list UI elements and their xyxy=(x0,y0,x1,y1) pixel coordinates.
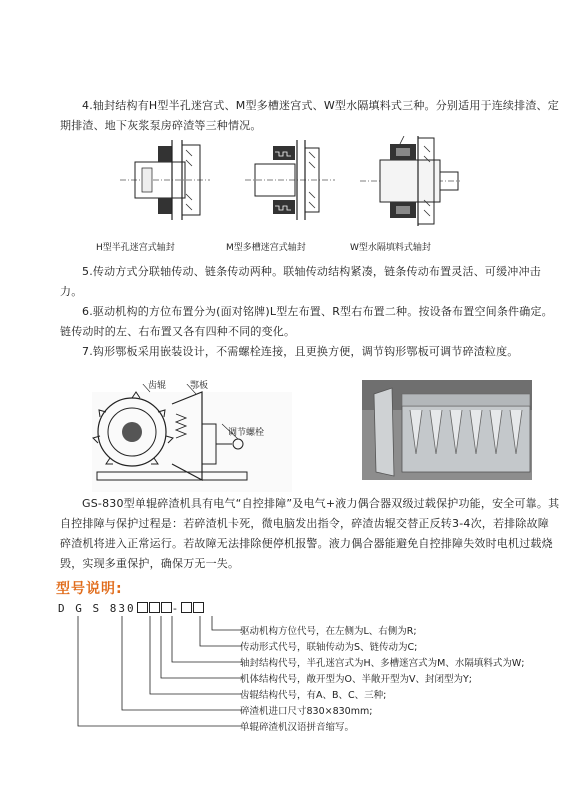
code-size: 830 xyxy=(109,602,136,615)
w-seal-drawing xyxy=(360,136,460,226)
paragraph-drive-layout xyxy=(60,302,560,342)
w-seal-caption: W型水隔填料式轴封 xyxy=(350,243,431,253)
m-seal-caption: M型多槽迷宫式轴封 xyxy=(226,243,306,253)
legend-inlet-size: 碎渣机进口尺寸830×830mm; xyxy=(240,706,373,717)
h-seal-drawing xyxy=(120,140,210,220)
paragraph-shaft-seal xyxy=(60,96,560,136)
paragraph-transmission xyxy=(60,262,560,302)
paragraph-gs830 xyxy=(60,494,560,574)
paragraph-gs830-text: GS-830型单辊碎渣机具有电气“自控排障”及电气+液力偶合器双级过载保护功能，安全可靠。其自控排障与保护过程是：若碎渣机卡死，微电脑发出指令，碎渣齿辊交替正反转3-4次，若排除故障碎渣机将进入正常运行。若故障无法排除便停机报警。液力偶合器能避免自控排障失效时电机过载烧毁，实现多重保护，确保万无一失。 xyxy=(60,497,560,570)
code-box-5 xyxy=(193,602,204,613)
legend-abbreviation: 单辊碎渣机汉语拼音缩写。 xyxy=(240,722,355,733)
paragraph-shaft-seal-text: 4.轴封结构有H型半孔迷宫式、M型多槽迷宫式、W型水隔填料式三种。分别适用于连续排渣、定期排渣、地下灰浆泵房碎渣等三种情况。 xyxy=(60,99,559,132)
code-prefix: D G S xyxy=(58,602,102,615)
code-box-2 xyxy=(149,602,160,613)
model-title: 型号说明: xyxy=(56,581,123,597)
m-seal-drawing xyxy=(245,140,335,220)
code-box-3 xyxy=(161,602,172,613)
legend-body: 机体结构代号，敞开型为O、半敞开型为V、封闭型为Y; xyxy=(240,674,472,685)
crusher-section-drawing xyxy=(92,384,292,492)
label-jaw: 鄂板 xyxy=(190,381,209,391)
paragraph-drive-layout-text: 6.驱动机构的方位布置分为(面对铭牌)L型左布置、R型右布置二种。按设备布置空间条件确定。链传动时的左、右布置又各有四种不同的变化。 xyxy=(60,305,553,338)
legend-shaft-seal: 轴封结构代号，半孔迷宫式为H、多槽迷宫式为M、水隔填料式为W; xyxy=(240,658,525,669)
paragraph-jaw-plate-text: 7.钩形鄂板采用嵌装设计，不需螺栓连接，且更换方便，调节钩形鄂板可调节碎渣粒度。 xyxy=(82,345,519,358)
jaw-plate-photo xyxy=(362,380,532,480)
legend-transmission: 传动形式代号，联轴传动为S、链传动为C; xyxy=(240,642,418,653)
code-box-1 xyxy=(137,602,148,613)
paragraph-transmission-text: 5.传动方式分联轴传动、链条传动两种。联轴传动结构紧凑，链条传动布置灵活、可缓冲冲击力。 xyxy=(60,265,541,298)
h-seal-caption: H型半孔迷宫式轴封 xyxy=(96,243,175,253)
model-leader-lines xyxy=(60,614,250,744)
legend-drive-position: 驱动机构方位代号，在左侧为L、右侧为R; xyxy=(240,626,417,637)
label-roller: 齿辊 xyxy=(148,381,167,391)
code-box-4 xyxy=(181,602,192,613)
paragraph-jaw-plate xyxy=(60,342,560,362)
label-bolt: 调节螺栓 xyxy=(228,428,265,438)
legend-roller: 齿辊结构代号，有A、B、C、三种; xyxy=(240,690,387,701)
code-dash: - xyxy=(171,602,181,615)
